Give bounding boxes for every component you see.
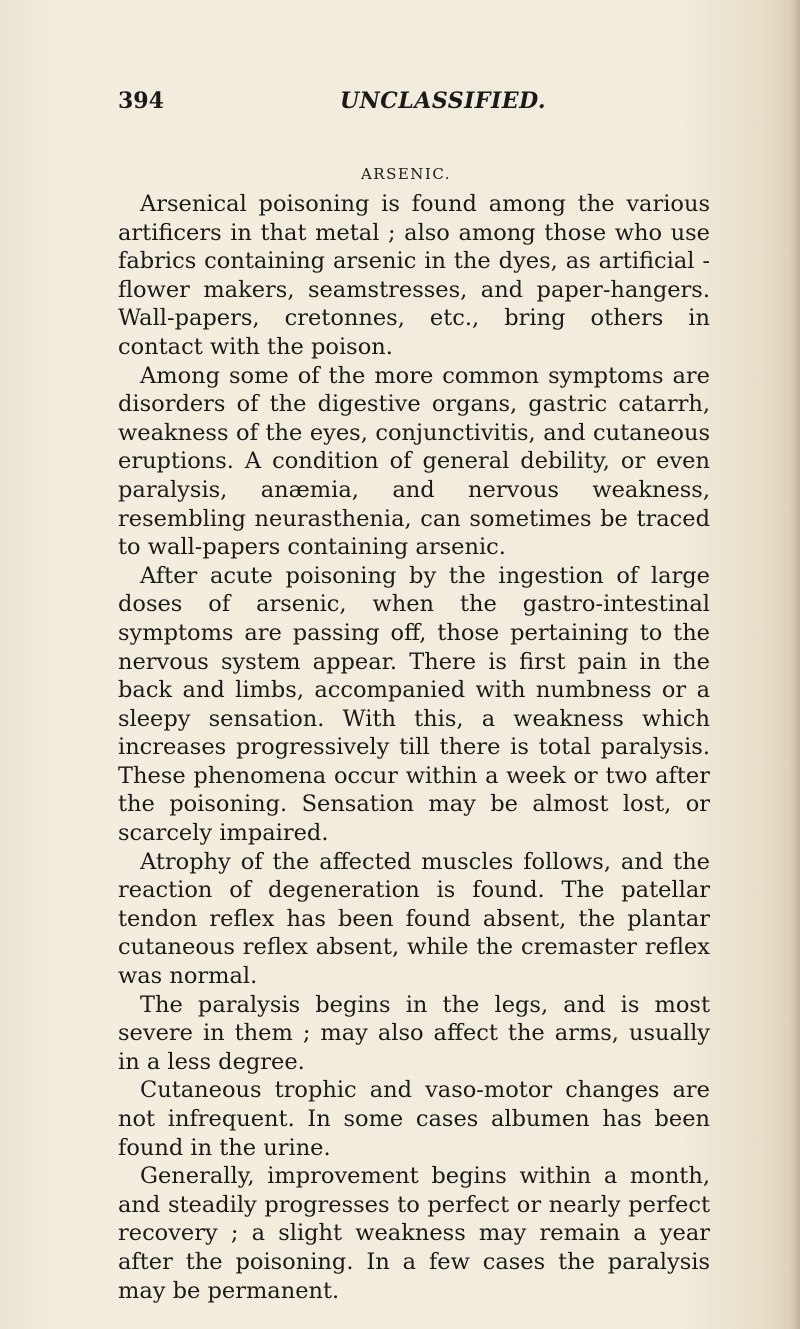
paragraph: Cutaneous trophic and vaso-motor changes are not infrequent. In some cases albumen has been found in the urine. [118,1077,710,1161]
page-header [118,88,718,122]
paragraph: The paralysis begins in the legs, and is most severe in them ; may also affect the arms, usually in a less degree. [118,991,710,1075]
paragraph: Among some of the more common symptoms are disorders of the digestive organs, gastric catarrh, weakness of the eyes, conjunctivitis, and cutaneous eruptions. A condition of general debility, or even paralysis, anæmia, and nervous weakness, resembling neurasthenia, can sometimes be traced to wall-papers containing arsenic. [118,362,710,561]
paragraph: Arsenical poisoning is found among the various artificers in that metal ; also among those who use fabrics containing arsenic in the dyes, as artificial - flower makers, seamstresses, and paper-hangers. Wall-papers, cretonnes, etc., bring others in contact with the poison. [118,191,710,360]
body-text [118,190,710,1305]
paragraph: Atrophy of the affected muscles follows, and the reaction of degeneration is found. The patellar tendon reflex has been found absent, the plantar cutaneous reflex absent, while the cremaster reflex was normal. [118,848,710,990]
paragraph: After acute poisoning by the ingestion of large doses of arsenic, when the gastro-intestinal symptoms are passing off, those pertaining to the nervous system appear. There is first pain in the back and limbs, accompanied with numbness or a sleepy sensation. With this, a weakness which increases progressively till there is total paralysis. These phenomena occur within a week or two after the poisoning. Sensation may be almost lost, or scarcely impaired. [118,562,710,847]
paragraph: Generally, improvement begins within a month, and steadily progresses to perfect or nearly perfect recovery ; a slight weakness may remain a year after the poisoning. In a few cases the paralysis may be permanent. [118,1163,710,1304]
page-edge-shadow [790,0,800,1329]
running-head: UNCLASSIFIED. [340,88,547,114]
page-number: 394 [118,88,164,114]
section-title: ARSENIC. [360,165,452,183]
